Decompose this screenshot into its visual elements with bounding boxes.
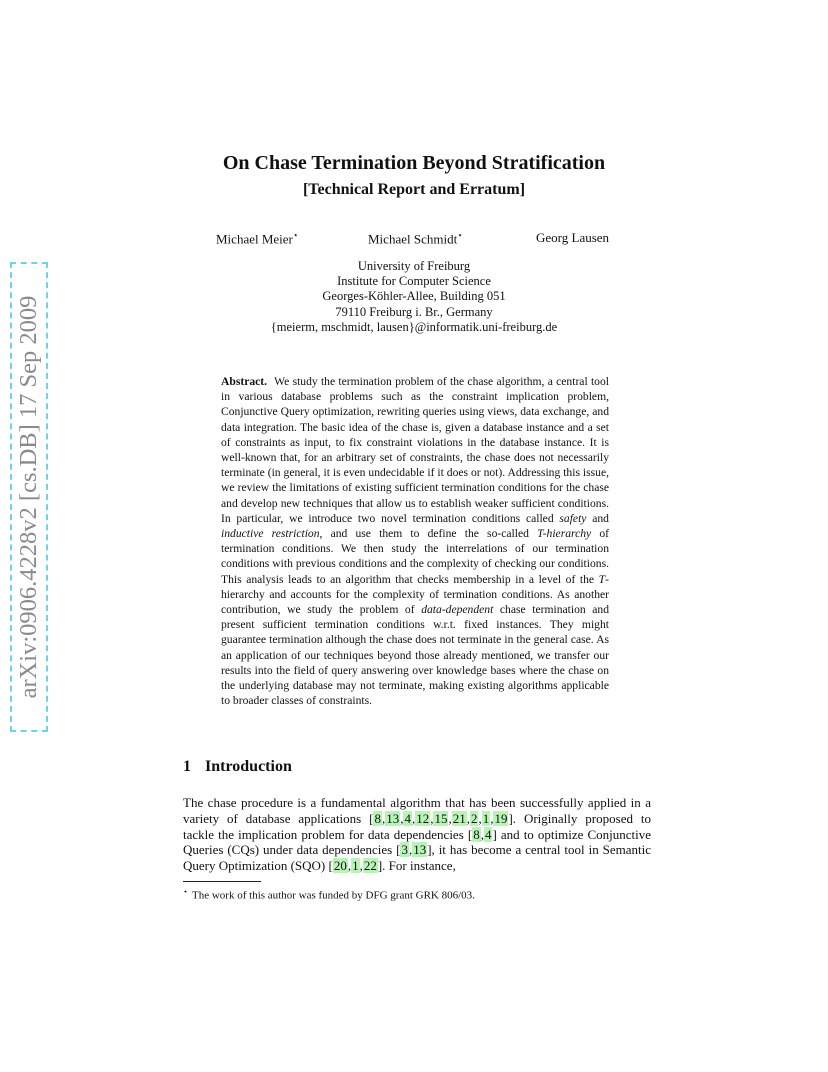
citation[interactable]: 22 [363,858,377,874]
author-3: Georg Lausen [536,230,610,245]
affiliation-institute: Institute for Computer Science [337,274,491,289]
affiliation-university: University of Freiburg [357,259,471,273]
citation[interactable]: 1 [482,810,490,826]
citation[interactable]: 20 [333,858,347,874]
citation[interactable]: 2 [470,810,478,826]
footnote: ⋆ The work of this author was funded by DFG grant GRK 806/03. [183,887,475,902]
citation[interactable]: 8 [473,826,480,842]
citation[interactable]: 21 [452,810,466,826]
citation[interactable]: 1 [352,858,359,874]
affiliation-emails: {meierm, mschmidt, lausen}@informatik.uni-freiburg.de [270,319,558,334]
abstract-label: Abstract. [221,375,268,388]
author-1: Michael Meier⋆ [216,230,299,247]
introduction-paragraph: The chase procedure is a fundamental algorithm that has been successfully applied in a variety of database applications [8,13,4,12,15,21,2,1,19]. Originally proposed to tackle the implication problem for data dependencies [8,4] and to optimize Conjunctive Queries (CQs) under data dependencies [3,13], it has become a central tool in Semantic Query Optimization (SQO) [20,1,22]. For instance, [183,795,652,874]
citation[interactable]: 13 [413,842,427,858]
citation[interactable]: 8 [374,810,381,826]
section-heading-introduction: 1 Introduction [183,758,292,775]
paper-subtitle: [Technical Report and Erratum] [302,181,526,198]
affiliation-block [0,259,828,335]
citation[interactable]: 19 [494,810,508,826]
affiliation-city: 79110 Freiburg i. Br., Germany [335,304,493,319]
author-2: Michael Schmidt⋆ [368,230,463,247]
affiliation-street: Georges-Köhler-Allee, Building 051 [322,289,506,304]
author-list [0,230,828,250]
paper-title: On Chase Termination Beyond Stratification [222,152,606,174]
citation[interactable]: 15 [434,810,448,826]
arxiv-identifier: arXiv:0906.4228v2 [cs.DB] 17 Sep 2009 [15,295,42,699]
citation[interactable]: 4 [484,826,492,842]
citation[interactable]: 12 [416,810,430,826]
citation[interactable]: 4 [404,810,411,826]
abstract: Abstract. We study the termination problem of the chase algorithm, a central tool in various database problems such as the constraint implication problem, Conjunctive Query optimization, rewriting queries using views, data exchange, and data integration. The basic idea of the chase is, given a database instance and a set of constraints as input, to fix constraint violations in the database instance. It is well-known that, for an arbitrary set of constraints, the chase does not necessarily terminate (in general, it is even undecidable if it does or not). Addressing this issue, we review the limitations of existing sufficient termination conditions for the chase and develop new techniques that allow us to establish weaker sufficient conditions. In particular, we introduce two novel termination conditions called safety and inductive restriction, and use them to define the so-called T-hierarchy of termination conditions. We then study the interrelations of our termination conditions with previous conditions and the complexity of checking our conditions. This analysis leads to an algorithm that checks membership in a level of the T-hierarchy and accounts for the complexity of termination conditions. As another contribution, we study the problem of data-dependent chase termination and present sufficient termination conditions w.r.t. fixed instances. They might guarantee termination although the chase does not terminate in the general case. As an application of our techniques beyond those already mentioned, we transfer our results into the field of query answering over knowledge bases where the chase on the underlying database may not terminate, making existing algorithms applicable to broader classes of constraints. [221,375,610,708]
footnote-rule [183,881,261,882]
citation[interactable]: 3 [401,842,408,858]
citation[interactable]: 13 [386,810,400,826]
